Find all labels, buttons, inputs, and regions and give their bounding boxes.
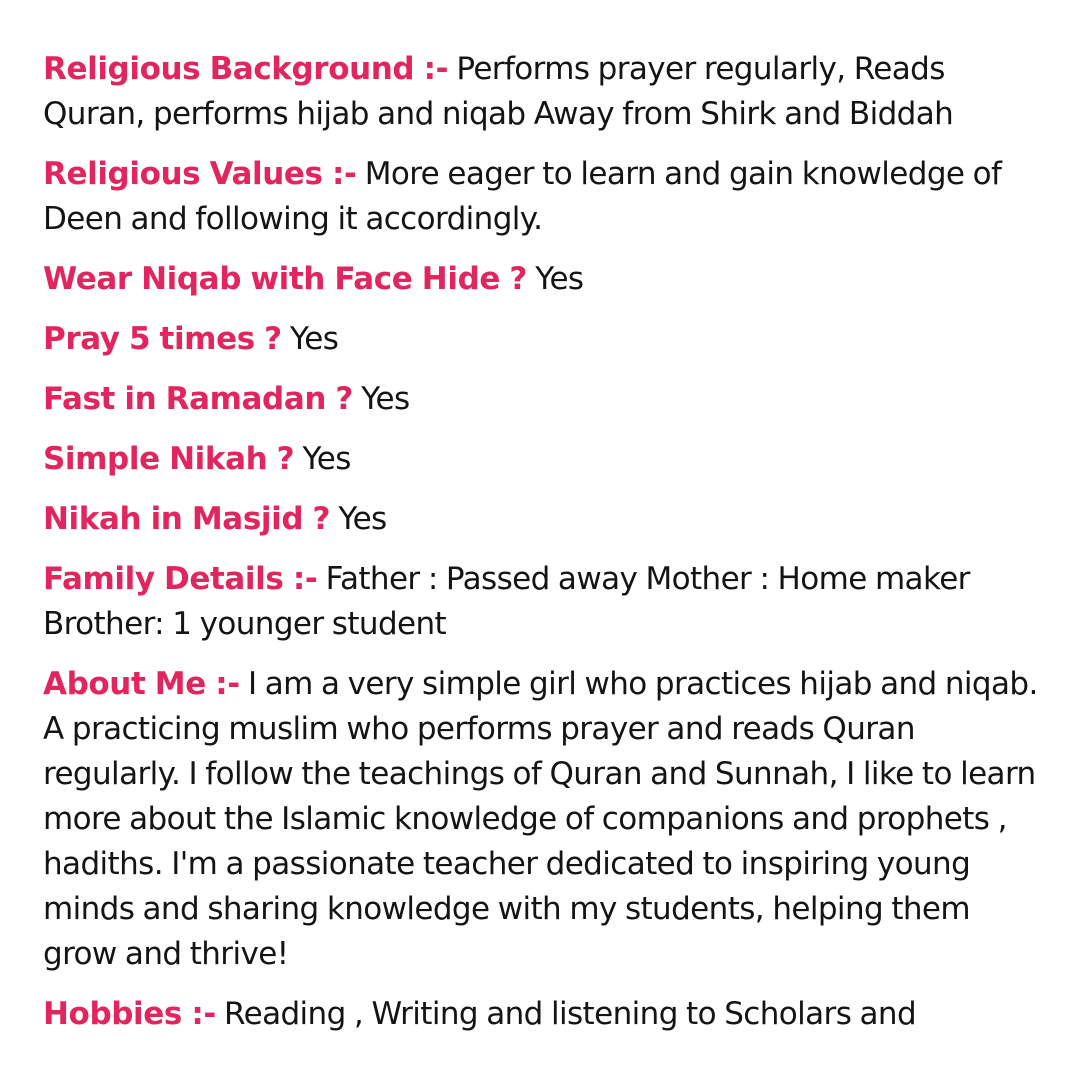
field-value: Performs prayer regularly, Reads Quran, performs hijab and niqab Away from Shirk and Biddah xyxy=(43,51,954,132)
field-label: Hobbies :- xyxy=(43,996,216,1032)
field-family-details xyxy=(43,557,1040,647)
field-value: More eager to learn and gain knowledge of Deen and following it accordingly. xyxy=(43,156,1002,237)
field-religious-background xyxy=(43,47,1040,137)
field-label: Nikah in Masjid ? xyxy=(43,501,331,537)
field-value: Yes xyxy=(290,321,339,357)
field-about-me xyxy=(43,662,1040,977)
field-religious-values xyxy=(43,152,1040,242)
field-wear-niqab xyxy=(43,257,1040,302)
field-label: Family Details :- xyxy=(43,561,318,597)
field-label: Fast in Ramadan ? xyxy=(43,381,353,417)
field-label: About Me :- xyxy=(43,666,240,702)
field-hobbies xyxy=(43,992,1040,1037)
field-value: Yes xyxy=(338,501,387,537)
field-label: Simple Nikah ? xyxy=(43,441,295,477)
field-label: Religious Background :- xyxy=(43,51,449,87)
field-value: Reading , Writing and listening to Scholars and xyxy=(224,996,917,1032)
field-value: Yes xyxy=(302,441,351,477)
field-fast-in-ramadan xyxy=(43,377,1040,422)
field-value: Yes xyxy=(361,381,410,417)
field-label: Wear Niqab with Face Hide ? xyxy=(43,261,527,297)
field-pray-5-times xyxy=(43,317,1040,362)
field-label: Pray 5 times ? xyxy=(43,321,282,357)
field-simple-nikah xyxy=(43,437,1040,482)
field-value: Father : Passed away Mother : Home maker Brother: 1 younger student xyxy=(43,561,970,642)
field-label: Religious Values :- xyxy=(43,156,357,192)
field-value: Yes xyxy=(535,261,584,297)
field-value: I am a very simple girl who practices hijab and niqab. A practicing muslim who performs prayer and reads Quran regularly. I follow the teachings of Quran and Sunnah, I like to learn more about the Islamic knowledge of companions and prophets , hadiths. I'm a passionate teacher dedicated to inspiring young minds and sharing knowledge with my students, helping them grow and thrive! xyxy=(43,666,1038,972)
field-nikah-in-masjid xyxy=(43,497,1040,542)
